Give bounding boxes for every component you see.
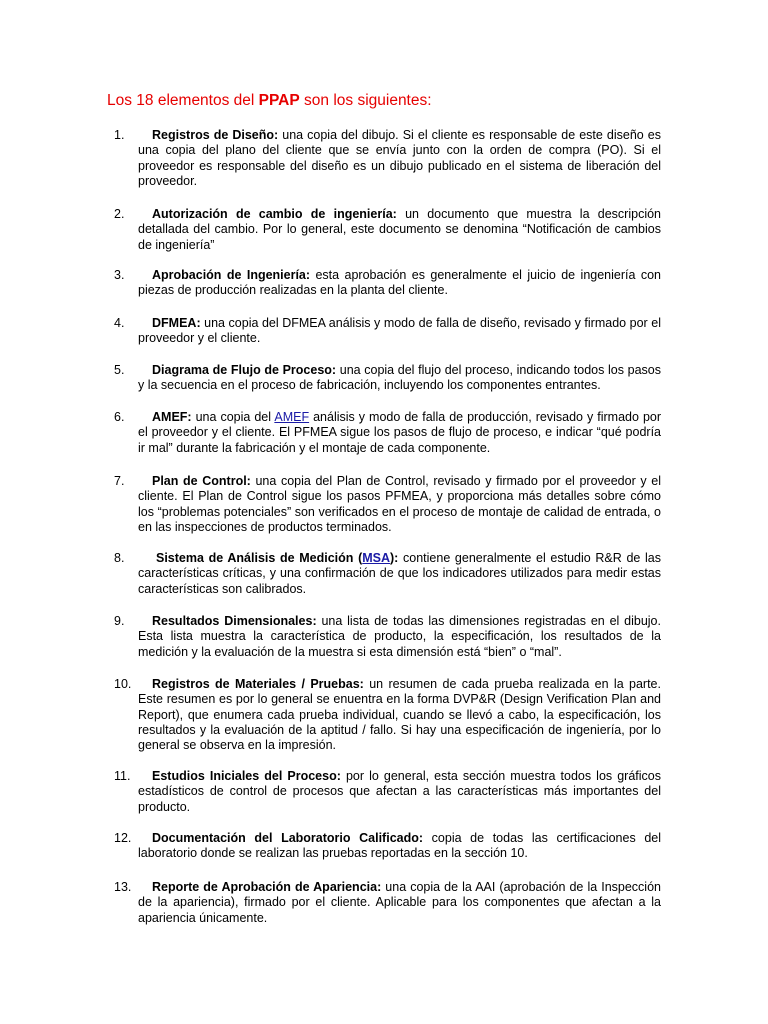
page-heading: [107, 91, 432, 111]
item-number: 9.: [114, 614, 125, 628]
item-body: [138, 880, 661, 926]
item-term: Reporte de Aprobación de Apariencia:: [152, 880, 382, 894]
item-body: [138, 316, 661, 347]
item-term: Registros de Diseño:: [152, 128, 279, 142]
item-text-before-link: una copia del: [191, 410, 275, 424]
item-number: 2.: [114, 207, 125, 221]
item-body: [138, 128, 661, 189]
item-body: [138, 614, 661, 660]
item-text: una copia del DFMEA análisis y modo de falla de diseño, revisado y firmado por el proveedor y el cliente.: [138, 316, 661, 346]
item-body: [138, 207, 661, 253]
item-body: [138, 677, 661, 753]
item-body: [138, 769, 661, 815]
item-text: una lista de todas las dimensiones registradas en el dibujo. Esta lista muestra la característica de producto, la especificación, los resultados de la medición y la evaluación de la muestra si esta dimensión está “bien” o “mal”.: [138, 614, 661, 659]
item-number: 6.: [114, 410, 125, 424]
item-term: Resultados Dimensionales:: [152, 614, 317, 628]
item-term: Registros de Materiales / Pruebas:: [152, 677, 364, 691]
item-term: Aprobación de Ingeniería:: [152, 268, 311, 282]
item-number: 11.: [114, 769, 131, 783]
amef-link[interactable]: AMEF: [274, 410, 310, 424]
item-body: [138, 831, 661, 862]
item-term: Plan de Control:: [152, 474, 251, 488]
item-number: 8.: [114, 551, 125, 565]
item-body: [138, 268, 661, 299]
item-body: [138, 551, 661, 597]
heading-suffix: son los siguientes:: [299, 92, 432, 109]
item-body: [138, 410, 661, 456]
item-number: 1.: [114, 128, 125, 142]
item-number: 3.: [114, 268, 125, 282]
item-text: un resumen de cada prueba realizada en la parte. Este resumen es por lo general se enuentra en la forma DVP&R (Design Verification Plan and Report), que enumera cada prueba individual, cuando se llevó a cabo, la especificación, los resultados y la evaluación de la aptitud / fallo. Si hay una especificación de ingeniería, por lo general se observa en la impresión.: [138, 677, 661, 753]
item-number: 4.: [114, 316, 125, 330]
item-number: 10.: [114, 677, 132, 691]
item-body: [138, 474, 661, 535]
item-term-after-link: ):: [390, 551, 399, 565]
item-text: contiene generalmente el estudio R&R de las características críticas, y una confirmación de que los indicadores utilizados para medir estas características son calibrados.: [138, 551, 661, 596]
item-text: una copia del Plan de Control, revisado y firmado por el proveedor y el cliente. El Plan de Control sigue los pasos PFMEA, y proporciona más detalles sobre cómo los “problemas potenciales” son verificados en el proceso de montaje de calidad de entrada, o en las inspecciones de productos terminados.: [138, 474, 661, 534]
heading-ppap: PPAP: [258, 92, 300, 109]
heading-prefix: Los 18 elementos del: [107, 92, 259, 109]
item-number: 12.: [114, 831, 132, 845]
item-term: DFMEA:: [152, 316, 201, 330]
item-text: un documento que muestra la descripción detallada del cambio. Por lo general, este documento se denomina “Notificación de cambios de ingeniería”: [138, 207, 662, 252]
item-term: AMEF:: [152, 410, 192, 424]
item-number: 5.: [114, 363, 125, 377]
item-term: Diagrama de Flujo de Proceso:: [152, 363, 337, 377]
item-text: esta aprobación es generalmente el juicio de ingeniería con piezas de producción realizadas en la planta del cliente.: [138, 268, 661, 298]
item-text: copia de todas las certificaciones del laboratorio donde se realizan las pruebas reportadas en la sección 10.: [138, 831, 662, 861]
item-term: Sistema de Análisis de Medición (: [156, 551, 363, 565]
item-body: [138, 363, 661, 394]
item-term: Autorización de cambio de ingeniería:: [152, 207, 397, 221]
item-term: Estudios Iniciales del Proceso:: [152, 769, 341, 783]
item-term: Documentación del Laboratorio Calificado:: [152, 831, 424, 845]
item-text: una copia del flujo del proceso, indicando todos los pasos y la secuencia en el proceso de fabricación, incluyendo los componentes entrantes.: [138, 363, 661, 393]
item-text: análisis y modo de falla de producción, revisado y firmado por el proveedor y el cliente. El PFMEA sigue los pasos de flujo de proceso, e indicar “qué podría ir mal” durante la fabricación y el montaje de cada componente.: [138, 410, 662, 455]
item-number: 13.: [114, 880, 132, 894]
item-number: 7.: [114, 474, 125, 488]
item-text: por lo general, esta sección muestra todos los gráficos estadísticos de control de procesos que afectan a las características más importantes del producto.: [138, 769, 661, 814]
msa-link[interactable]: MSA: [362, 551, 391, 565]
item-text: una copia del dibujo. Si el cliente es responsable de este diseño es una copia del plano del cliente que se envía junto con la orden de compra (PO). Si el proveedor es responsable del diseño es un dibujo publicado en el sistema de liberación del proveedor.: [138, 128, 661, 188]
item-text: una copia de la AAI (aprobación de la Inspección de la apariencia), firmado por el cliente. Aplicable para los componentes que afectan a la apariencia únicamente.: [138, 880, 661, 925]
